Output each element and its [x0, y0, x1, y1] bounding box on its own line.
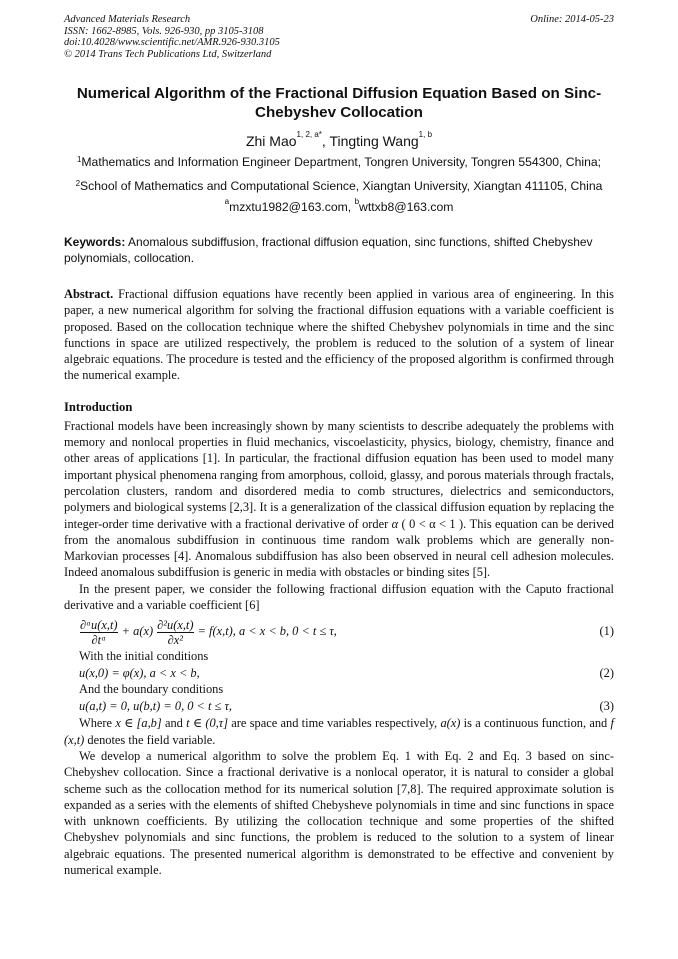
intro-text: Fractional models have been increasingly shown by many scientists to describe adequately the problems with memory and nonlocal properties in fluid mechanics, viscoelasticity, physics, biology, chemistry, finance and other areas of applications [1]. In particular, the fractional diffusion equation has been used to model many important physical phenomena ranging from amorphous, colloid, glassy, and porous materials through fractals, percolation clusters, random and disordered media to comb structures, dielectrics and semiconductors, polymers and biological systems [2,3]. It is a generalization of the classical diffusion equation by replacing the integer-order time derivative with a fractional derivative of order	[64, 418, 614, 531]
where-text: denotes the field variable.	[84, 732, 216, 747]
numerator: ∂ᵅu(x,t)	[80, 618, 118, 632]
equation-number: (3)	[599, 699, 614, 714]
equation-intro-text: With the initial conditions	[79, 649, 209, 664]
author-name: Tingting Wang	[329, 133, 419, 149]
abstract	[64, 286, 614, 384]
equation-2	[64, 664, 614, 682]
emails-line	[64, 197, 614, 214]
keywords-text: Anomalous subdiffusion, fractional diffusion equation, sinc functions, shifted Chebyshev polynomials, collocation.	[64, 235, 593, 265]
copyright-line: © 2014 Trans Tech Publications Ltd, Switzerland	[64, 48, 272, 60]
affiliation	[64, 155, 614, 170]
math-inline: f (x,t)	[64, 716, 614, 747]
abstract-text: Fractional diffusion equations have recently been applied in various area of engineering. In this paper, a new numerical algorithm for solving the fractional diffusion equations with a variable coefficient is proposed. Based on the collocation technique where the shifted Chebyshev polynomials in time and the sinc functions in space are utilized respectively, the problem is reduced to the solution of a system of linear algebraic equations. The procedure is tested and the efficiency of the proposed algorithm is confirmed through the numerical example.	[64, 287, 614, 383]
math-inline: x ∈ [a,b]	[115, 716, 162, 731]
email-address[interactable]: mzxtu1982@163.com	[229, 200, 348, 214]
where-text: and	[161, 716, 187, 731]
online-date: Online: 2014-05-23	[530, 14, 614, 25]
authors-line	[64, 130, 614, 149]
where-text: are space and time variables respectively,	[228, 716, 441, 731]
denominator: ∂x²	[157, 632, 193, 647]
affiliation-text: School of Mathematics and Computational Science, Xiangtan University, Xiangtan 411105, China	[80, 179, 603, 193]
math-inline: t ∈ (0,τ]	[186, 716, 229, 731]
intro-text: This equation can be derived from the anomalous subdiffusion in continuous time random walk problems which are generally non-Markovian processes [4]. Anomalous subdiffusion has also been observed in neural cell adhesion molecules. Indeed anomalous subdiffusion is generic in media with obstacles or binding sites [5].	[64, 516, 614, 580]
author-name: Zhi Mao	[245, 133, 297, 149]
author-affil-marker: 1, b	[418, 130, 433, 139]
where-text: Where	[79, 716, 116, 731]
alpha-symbol: α	[391, 516, 399, 531]
equation-text: u(x,0) = φ(x), a < x < b,	[79, 666, 200, 681]
denominator: ∂tᵅ	[80, 632, 118, 647]
affiliation-marker: 2	[75, 179, 81, 188]
email-address[interactable]: wttxb8@163.com	[359, 200, 454, 214]
journal-header	[64, 14, 614, 60]
affiliation	[64, 179, 614, 194]
keywords-label: Keywords:	[64, 235, 126, 249]
where-paragraph	[64, 715, 614, 748]
issn-line: ISSN: 1662-8985, Vols. 926-930, pp 3105-3108	[64, 25, 264, 37]
equation-term: + a(x)	[118, 624, 157, 639]
intro-paragraph	[64, 418, 614, 581]
keywords	[64, 234, 614, 266]
author-affil-marker: 1, 2, a*	[296, 130, 322, 139]
alpha-range: ( 0 < α < 1 ).	[398, 516, 470, 531]
equation-number: (2)	[599, 666, 614, 681]
author-separator: ,	[321, 133, 330, 149]
equation-1	[64, 613, 614, 649]
paper-page	[64, 14, 614, 878]
math-inline: a(x)	[440, 716, 461, 731]
doi-line: doi:10.4028/www.scientific.net/AMR.926-930.3105	[64, 37, 280, 48]
equation-3	[64, 697, 614, 715]
where-text: is a continuous function, and	[460, 716, 611, 731]
affiliation-marker: 1	[76, 155, 82, 164]
equation-text: u(a,t) = 0, u(b,t) = 0, 0 < t ≤ τ,	[79, 699, 232, 714]
email-marker: a	[224, 197, 230, 206]
paper-title: Numerical Algorithm of the Fractional Diffusion Equation Based on Sinc-Chebyshev Collocation	[76, 85, 602, 121]
intro-paragraph: We develop a numerical algorithm to solve the problem Eq. 1 with Eq. 2 and Eq. 3 based on sinc-Chebyshev collocation. Since a fractional derivative is a nonlocal operator, it is natural to consider a global scheme such as the collocation method for its numerical solution [7,8]. The required approximate solution is expanded as a series with the elements of shifted Chebysheve polynomials in time and sinc functions in space with unknown coefficients. By utilizing the collocation technique and some properties of the shifted Chebyshev polynomials and sinc functions, the problem is reduced to the solution to a system of linear algebraic equations. The presented numerical algorithm is demonstrated to be effective and convenient by numerical example.	[64, 748, 614, 878]
fraction	[157, 618, 193, 647]
equation-number: (1)	[599, 624, 614, 639]
abstract-label: Abstract.	[64, 287, 114, 301]
email-marker: b	[354, 197, 360, 206]
numerator: ∂²u(x,t)	[157, 618, 194, 632]
affiliation-text: Mathematics and Information Engineer Department, Tongren University, Tongren 554300, China;	[81, 155, 602, 169]
fraction	[80, 618, 118, 647]
journal-name: Advanced Materials Research	[64, 14, 191, 25]
intro-paragraph: In the present paper, we consider the following fractional diffusion equation with the Caputo fractional derivative and a variable coefficient [6]	[64, 581, 614, 613]
email-separator: ,	[347, 200, 355, 214]
section-heading: Introduction	[64, 399, 133, 414]
equation-term: = f(x,t), a < x < b, 0 < t ≤ τ,	[194, 624, 337, 639]
equation-intro-text: And the boundary conditions	[79, 682, 224, 697]
